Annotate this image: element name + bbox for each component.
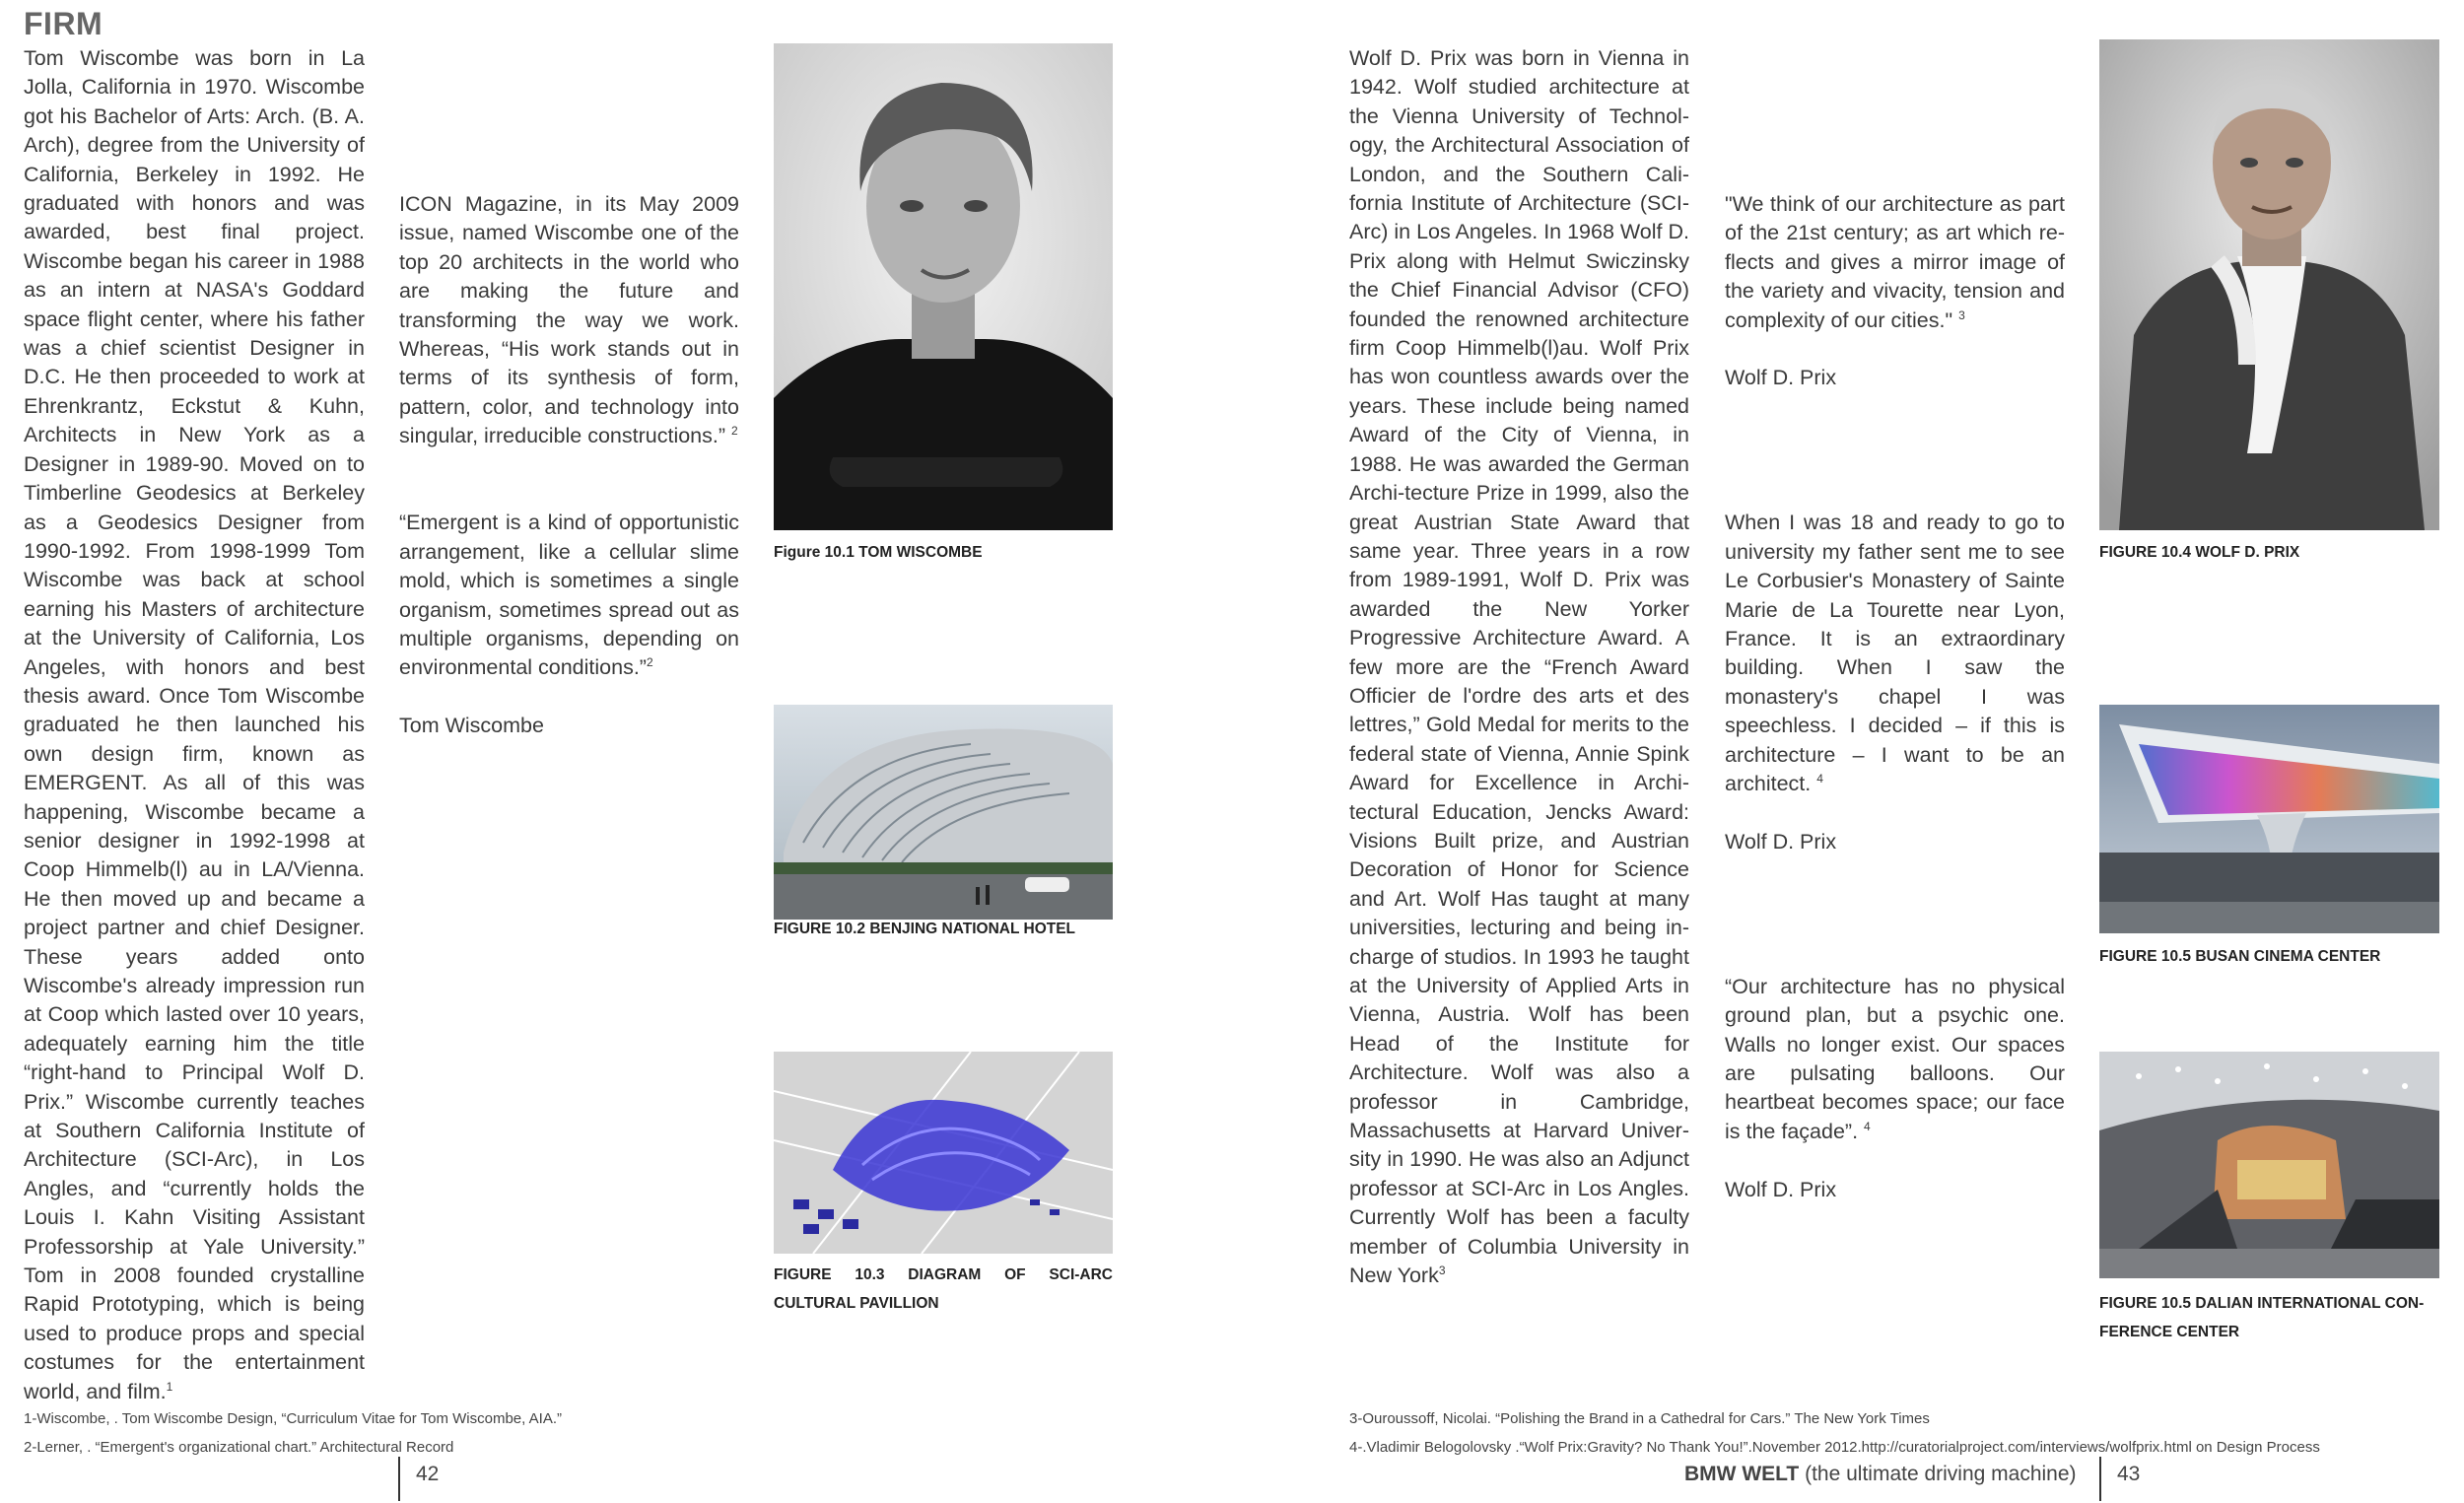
footnote-ref: 2 bbox=[731, 424, 738, 439]
figure-10-5-dalian-caption-line2: FERENCE CENTER bbox=[2099, 1324, 2240, 1340]
wiscombe-quotes bbox=[399, 190, 739, 741]
icon-magazine-quote: ICON Magazine, in its May 2009 issue, named Wiscombe one of the top 20 architects in the world who are making the future and transforming the way we work. Whereas, “His work stands out in terms of its synthesis of form, pattern, color, and technology into singular, irreducible constructions.” $^2$ bbox=[399, 192, 739, 448]
quote-author: Wolf D. Prix bbox=[1725, 366, 1837, 390]
figure-10-5-busan-caption: FIGURE 10.5 BUSAN CINEMA CENTER bbox=[2099, 948, 2381, 965]
wiscombe-biography bbox=[24, 44, 365, 1406]
footnote-ref: 3 bbox=[1958, 307, 1965, 322]
footer-title-subtitle: (the ultimate driving machine) bbox=[1799, 1463, 2077, 1485]
footnote-2: 2-Lerner, . “Emergent's organizational chart.” Architectural Record bbox=[24, 1439, 454, 1456]
architecture-21st-century-quote: "We think of our architecture as part of the 21st century; as art which re-flects and gives a mirror image of the variety and vivacity, tension and complexity of our cities." $^3$ bbox=[1725, 192, 2065, 332]
figure-beijing-hotel-render bbox=[774, 705, 1113, 920]
footnote-1: 1-Wiscombe, . Tom Wiscombe Design, “Curriculum Vitae for Tom Wiscombe, AIA.” bbox=[24, 1410, 562, 1427]
figure-busan-cinema-center bbox=[2099, 705, 2439, 933]
page-divider-right bbox=[2099, 1457, 2101, 1501]
footnote-ref: 4 bbox=[1864, 1119, 1871, 1133]
page-number-right: 43 bbox=[2117, 1463, 2141, 1485]
footnote-ref: 1 bbox=[166, 1379, 173, 1394]
quote-author: Wolf D. Prix bbox=[1725, 1177, 1837, 1201]
figure-tom-wiscombe-photo bbox=[774, 43, 1113, 530]
figure-10-1-caption: Figure 10.1 TOM WISCOMBE bbox=[774, 544, 983, 561]
ground-plan-quote: “Our architecture has no physical ground plan, but a psychic one. Walls no longer exist. Our spaces are pulsating balloons. Our heartbeat becomes space; our face is the façade”. $^4$ bbox=[1725, 974, 2065, 1143]
wiscombe-bio-text: Tom Wiscombe was born in La Jolla, California in 1970. Wiscombe got his Bachelor of Arts: Arch. (B. A. Arch), degree from the University of California, Berkeley in 1992. He graduated with honors and was awarded, best final project. Wiscombe began his career in 1988 as an intern at NASA's Goddard space flight center, where his father was a chief scientist Designer in D.C. He then proceeded to work at Ehrenkrantz, Eckstut & Kuhn, Architects in New York as a Designer in 1989-90. Moved on to Timberline Geodesics at Berkeley as a Geodesics Designer from 1990-1992. From 1998-1999 Tom Wiscombe was back at school earning his Masters of architecture at the University of California, Los Angeles, with honors and best thesis award. Once Tom Wiscombe graduated he then launched his own design firm, known as EMERGENT. As all of this was happening, Wiscombe became a senior designer in 1992-1998 at Coop Himmelb(l) au in LA/Vienna. He then moved up and became a project partner and chief Designer. These years added onto Wiscombe's already impression run at Coop which lasted over 10 years, adequately earning him the title “right-hand to Principal Wolf D. Prix.” Wiscombe currently teaches at Southern California Institute of Architecture (SCI-Arc), in Los Angles, and “currently holds the Louis I. Kahn Visiting Assistant Professorship at Yale University.” Tom in 2008 founded crystalline Rapid Prototyping, which is being used to produce props and special costumes for the entertainment world, and film. bbox=[24, 46, 365, 1403]
footer-title bbox=[1684, 1463, 2077, 1486]
footer-title-bold: BMW WELT bbox=[1684, 1463, 1800, 1485]
footnote-ref: 4 bbox=[1816, 771, 1823, 786]
prix-quotes bbox=[1725, 190, 2065, 1204]
emergent-quote: “Emergent is a kind of opportunistic arrangement, like a cellular slime mold, which is sometimes a single organism, sometimes spread out as multiple organisms, depending on environmental conditions.”$^2$ bbox=[399, 511, 739, 680]
prix-bio-text: Wolf D. Prix was born in Vienna in 1942. Wolf studied architecture at the Vienna University of Technol-ogy, the Architectural Association of London, and the Southern Cali-fornia Institute of Architecture (SCI-Arc) in Los Angeles. In 1968 Wolf D. Prix along with Helmut Swiczinsky the Chief Financial Advisor (CFO) founded the renowned architecture firm Coop Himmelb(l)au. Wolf Prix has won countless awards over the years. These include being named Award of the City of Vienna, in 1988. He was awarded the German Archi-tecture Prize in 1999, also the great Austrian State Award that same year. Three years in a row from 1989-1991, Wolf D. Prix was awarded the New Yorker Progressive Architecture Award. A few more are the “French Award Officier de l'ordre des arts et des lettres,” Gold Medal for merits to the federal state of Vienna, Annie Spink Award for Excellence in Archi-tectural Education, Jencks Award: Visions Built prize, and Austrian Decoration of Honor for Science and Art. Wolf Has taught at many universities, lecturing and being in-charge of studios. In 1993 he taught at the University of Applied Arts in Vienna, Austria. Wolf has been Head of the Institute for Architecture. Wolf was also a professor in Cambridge, Massachusetts at Harvard Univer-sity in 1990. He was also an Adjunct professor at SCI-Arc in Los Angles. Currently Wolf has been a faculty member of Columbia University in New York bbox=[1349, 46, 1689, 1288]
figure-10-5-dalian-caption-line1: FIGURE 10.5 DALIAN INTERNATIONAL CON- bbox=[2099, 1295, 2425, 1312]
figure-10-3-caption-line1: FIGURE 10.3 DIAGRAM OF SCI-ARC bbox=[774, 1266, 1113, 1283]
quote-author: Tom Wiscombe bbox=[399, 714, 544, 738]
figure-dalian-conference-center bbox=[2099, 1052, 2439, 1278]
page-divider-left bbox=[398, 1457, 400, 1501]
figure-wolf-prix-photo bbox=[2099, 39, 2439, 530]
figure-sci-arc-pavilion-diagram bbox=[774, 1052, 1113, 1254]
prix-biography bbox=[1349, 44, 1689, 1290]
footnote-3: 3-Ouroussoff, Nicolai. “Polishing the Brand in a Cathedral for Cars.” The New York Times bbox=[1349, 1410, 1930, 1427]
footnote-4: 4-.Vladimir Belogolovsky .“Wolf Prix:Gravity? No Thank You!”.November 2012.http://curatorialproject.com/interviews/wolfprix.html on Design Process bbox=[1349, 1439, 2320, 1456]
page-number-left: 42 bbox=[416, 1463, 440, 1485]
corbusier-quote: When I was 18 and ready to go to university my father sent me to see Le Corbusier's Monastery of Sainte Marie de La Tourette near Lyon, France. It is an extraordinary building. When I saw the monastery's chapel I was speechless. I decided – if this is architecture – I want to be an architect. $^4$ bbox=[1725, 511, 2065, 796]
figure-10-4-caption: FIGURE 10.4 WOLF D. PRIX bbox=[2099, 544, 2300, 561]
quote-author: Wolf D. Prix bbox=[1725, 829, 1837, 854]
figure-10-2-caption: FIGURE 10.2 BENJING NATIONAL HOTEL bbox=[774, 921, 1076, 937]
footnote-ref: 3 bbox=[1438, 1263, 1446, 1277]
section-heading: FIRM bbox=[24, 6, 103, 41]
footnote-ref: 2 bbox=[646, 655, 653, 670]
figure-10-3-caption-line2: CULTURAL PAVILLION bbox=[774, 1295, 939, 1312]
